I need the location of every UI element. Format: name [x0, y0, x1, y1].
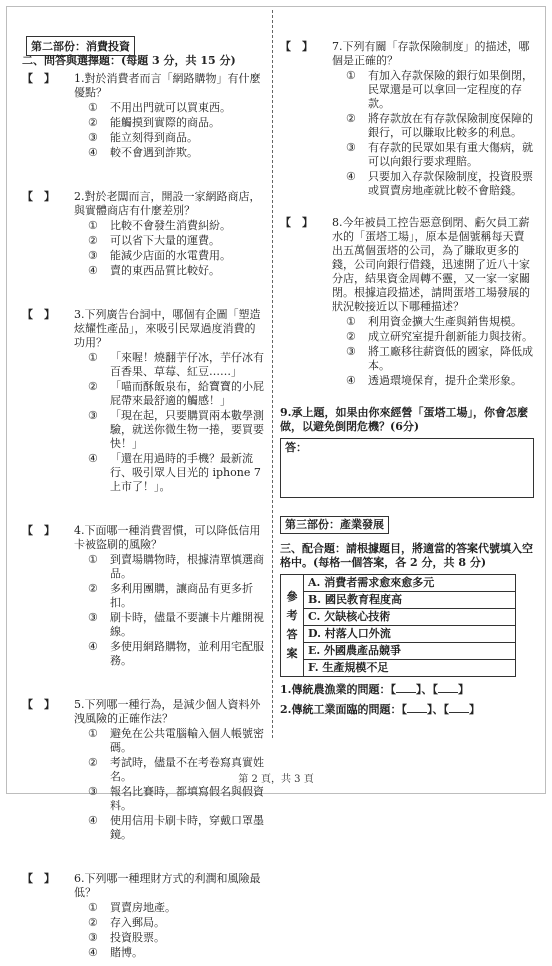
option-number: ③ — [88, 131, 98, 144]
option-item — [88, 219, 266, 233]
question-stem: 6.下列哪一種理財方式的利潤和風險最低？ — [74, 872, 261, 899]
option-number: ① — [88, 219, 98, 232]
question-stem: 8.今年被員工控告惡意倒閉、虧欠員工薪水的「蛋塔工場」，原本是個號稱每天賣出五萬個蛋塔的公司，為了賺取更多的錢，公司向銀行借錢，迅速開了近八十家分店，結果資金周轉不靈，又一家一家關閉。根據這段描述，請問蛋塔工場發展的狀況較接近以下哪種描述？ — [332, 216, 530, 313]
answer-blank[interactable] — [449, 712, 469, 713]
option-number: ④ — [346, 170, 356, 183]
question-item — [280, 216, 534, 388]
option-item — [346, 141, 534, 169]
option-text: 「現在起，只要購買兩本數學測驗，就送你微生物一捲，要買要快！」 — [110, 409, 264, 450]
question-item — [22, 72, 266, 160]
option-text: 避免在公共電腦輸入個人帳號密碼。 — [110, 727, 264, 754]
option-item — [88, 611, 266, 639]
option-number: ③ — [88, 785, 98, 798]
open-bracket: 【 — [401, 703, 407, 716]
option-number: ③ — [88, 611, 98, 624]
section2-heading: 二、問答與選擇題：(每題 3 分，共 15 分) — [22, 54, 236, 67]
option-number: ④ — [88, 146, 98, 159]
option-item — [88, 931, 266, 945]
reference-label-char: 參 — [286, 590, 298, 603]
option-text: 透過環境保育，提升企業形象。 — [368, 374, 522, 387]
option-item — [346, 112, 534, 140]
option-item — [88, 582, 266, 610]
reference-row — [281, 626, 516, 643]
option-number: ④ — [88, 814, 98, 827]
option-number: ④ — [88, 264, 98, 277]
option-number: ③ — [88, 249, 98, 262]
column-divider — [272, 10, 273, 738]
right-question-list — [280, 40, 534, 388]
option-text: 有加入存款保險的銀行如果倒閉，民眾還是可以拿回一定程度的存款。 — [368, 69, 533, 110]
option-text: 考試時，儘量不在考卷寫真實姓名。 — [110, 756, 264, 783]
option-text: 只要加入存款保險制度，投資股票或買賣房地產就比較不會賠錢。 — [368, 170, 533, 197]
reference-answer-table — [280, 574, 516, 677]
option-text: 將工廠移往薪資低的國家，降低成本。 — [368, 345, 533, 372]
option-number: ② — [346, 330, 356, 343]
answer-bracket[interactable]: 【 】 — [22, 308, 55, 321]
matching-line — [280, 683, 534, 697]
option-item — [88, 101, 266, 115]
reference-answer-cell: E. 外國農產品競爭 — [304, 643, 516, 660]
option-text: 能減少店面的水電費用。 — [110, 249, 231, 262]
option-number: ① — [88, 101, 98, 114]
right-column — [280, 40, 534, 717]
option-text: 到賣場購物時，根據清單慎選商品。 — [110, 553, 264, 580]
option-text: 賣的東西品質比較好。 — [110, 264, 220, 277]
option-number: ③ — [346, 141, 356, 154]
option-number: ② — [88, 582, 98, 595]
question-stem: 1.對於消費者而言「網路購物」有什麼優點？ — [74, 72, 261, 99]
reference-row — [281, 660, 516, 677]
option-item — [346, 330, 534, 344]
left-column — [22, 34, 266, 966]
option-text: 投資股票。 — [110, 931, 165, 944]
option-item — [88, 785, 266, 813]
answer-blank[interactable] — [438, 692, 458, 693]
option-text: 能觸摸到實際的商品。 — [110, 116, 220, 129]
open-bracket: 【 — [390, 683, 396, 696]
reference-label-char: 案 — [286, 647, 298, 660]
option-number: ② — [88, 234, 98, 247]
middle-bracket: 】、【 — [415, 683, 438, 696]
question-item — [22, 308, 266, 494]
reference-answer-cell: C. 欠缺核心技術 — [304, 609, 516, 626]
answer-bracket[interactable]: 【 】 — [22, 698, 55, 711]
answer-bracket[interactable]: 【 】 — [280, 40, 313, 53]
option-item — [88, 131, 266, 145]
reference-answer-cell: D. 村落人口外流 — [304, 626, 516, 643]
option-item — [88, 409, 266, 451]
option-item — [88, 640, 266, 668]
question-9-answer-box[interactable] — [280, 438, 534, 498]
option-item — [88, 249, 266, 263]
reference-label-char: 考 — [286, 609, 298, 622]
option-number: ③ — [88, 409, 98, 422]
option-text: 較不會遇到詐欺。 — [110, 146, 198, 159]
option-item — [88, 146, 266, 160]
option-text: 報名比賽時，都填寫假名與假資料。 — [110, 785, 264, 812]
option-item — [88, 452, 266, 494]
option-number: ② — [88, 380, 98, 393]
answer-bracket[interactable]: 【 】 — [22, 872, 55, 885]
middle-bracket: 】、【 — [426, 703, 449, 716]
option-item — [88, 264, 266, 278]
question-item — [22, 872, 266, 960]
reference-answer-cell: A. 消費者需求愈來愈多元 — [304, 575, 516, 592]
option-item — [88, 814, 266, 842]
question-item — [22, 190, 266, 278]
section3-heading: 三、配合題：請根據題目，將適當的答案代號填入空格中。(每格一個答案，各 2 分，共 8 分) — [280, 542, 533, 569]
option-number: ④ — [346, 374, 356, 387]
question-item — [22, 524, 266, 668]
option-number: ④ — [88, 640, 98, 653]
option-number: ① — [88, 901, 98, 914]
answer-bracket[interactable]: 【 】 — [22, 190, 55, 203]
option-text: 能立刻得到商品。 — [110, 131, 198, 144]
option-text: 多使用網路購物，並利用宅配服務。 — [110, 640, 264, 667]
option-item — [346, 69, 534, 111]
option-number: ① — [88, 727, 98, 740]
reference-label-cell — [281, 575, 304, 677]
section2-tag: 第二部份：消費投資 — [26, 36, 135, 56]
option-text: 利用資金擴大生產與銷售規模。 — [368, 315, 522, 328]
option-text: 有存款的民眾如果有重大傷病，就可以向銀行要求理賠。 — [368, 141, 533, 168]
option-text: 「還在用過時的手機？最新流行、吸引眾人目光的 iphone 7 上市了！」。 — [110, 452, 261, 493]
option-text: 將存款放在有存款保險制度保障的銀行，可以賺取比較多的利息。 — [368, 112, 533, 139]
option-number: ② — [346, 112, 356, 125]
option-number: ① — [88, 553, 98, 566]
option-number: ① — [88, 351, 98, 364]
reference-row — [281, 609, 516, 626]
option-number: ② — [88, 116, 98, 129]
option-text: 使用信用卡刷卡時，穿戴口罩墨鏡。 — [110, 814, 264, 841]
reference-answer-cell: B. 國民教育程度高 — [304, 592, 516, 609]
left-question-list — [22, 72, 266, 960]
option-text: 刷卡時，儘量不要讓卡片離開視線。 — [110, 611, 264, 638]
option-text: 可以省下大量的運費。 — [110, 234, 220, 247]
option-item — [88, 351, 266, 379]
option-item — [346, 374, 534, 388]
option-text: 買賣房地產。 — [110, 901, 176, 914]
answer-blank[interactable] — [407, 712, 427, 713]
section3-tag: 第三部份：產業發展 — [280, 516, 389, 534]
question-stem: 5.下列哪一種行為，是減少個人資料外洩風險的正確作法？ — [74, 698, 261, 725]
option-text: 比較不會發生消費糾紛。 — [110, 219, 231, 232]
matching-label: 2.傳統工業面臨的問題： — [280, 703, 402, 716]
option-item — [88, 916, 266, 930]
question-stem: 2.對於老闆而言，開設一家網路商店，與實體商店有什麼差別？ — [74, 190, 261, 217]
matching-answer-lines — [280, 683, 534, 717]
option-text: 賭博。 — [110, 946, 143, 959]
option-item — [346, 170, 534, 198]
close-bracket: 】 — [468, 703, 480, 716]
option-item — [88, 116, 266, 130]
answer-bracket[interactable]: 【 】 — [22, 524, 55, 537]
question-stem: 3.下列廣告台詞中，哪個有企圖「塑造炫耀性產品」，來吸引民眾過度消費的功用？ — [74, 308, 261, 349]
close-bracket: 】 — [457, 683, 469, 696]
question-item — [280, 40, 534, 198]
reference-row — [281, 592, 516, 609]
page-footer: 第 2 頁，共 3 頁 — [238, 774, 314, 785]
reference-row — [281, 643, 516, 660]
answer-label: 答： — [285, 441, 307, 454]
answer-bracket[interactable]: 【 】 — [280, 216, 313, 229]
option-number: ④ — [88, 452, 98, 465]
option-number: ① — [346, 69, 356, 82]
option-item — [88, 946, 266, 960]
matching-label: 1.傳統農漁業的問題： — [280, 683, 391, 696]
answer-blank[interactable] — [396, 692, 416, 693]
option-item — [88, 234, 266, 248]
reference-row — [281, 575, 516, 592]
option-item — [88, 727, 266, 755]
option-text: 存入郵局。 — [110, 916, 165, 929]
question-stem: 4.下面哪一種消費習慣，可以降低信用卡被盜刷的風險？ — [74, 524, 261, 551]
reference-label-char: 答 — [286, 628, 298, 641]
option-text: 不用出門就可以買東西。 — [110, 101, 231, 114]
question-9-stem: 9.承上題，如果由你來經營「蛋塔工場」，你會怎麼做，以避免倒閉危機？(6分) — [280, 406, 528, 433]
option-item — [88, 901, 266, 915]
option-text: 「來喔！燒翻芋仔冰，芋仔冰有百香果、草莓、紅豆……」 — [110, 351, 264, 378]
reference-answer-cell: F. 生產規模不足 — [304, 660, 516, 677]
option-text: 「喵而酥飯泉布，給寶寶的小屁屁帶來最舒適的觸感！」 — [110, 380, 264, 407]
answer-bracket[interactable]: 【 】 — [22, 72, 55, 85]
option-number: ④ — [88, 946, 98, 959]
option-text: 多利用團購，讓商品有更多折扣。 — [110, 582, 253, 609]
option-number: ② — [88, 756, 98, 769]
matching-line — [280, 703, 534, 717]
option-item — [346, 345, 534, 373]
question-stem: 7.下列有關「存款保險制度」的描述，哪個是正確的？ — [332, 40, 530, 67]
option-number: ③ — [346, 345, 356, 358]
option-item — [346, 315, 534, 329]
option-item — [88, 380, 266, 408]
option-text: 成立研究室提升創新能力與技術。 — [368, 330, 533, 343]
option-number: ③ — [88, 931, 98, 944]
option-number: ① — [346, 315, 356, 328]
option-item — [88, 553, 266, 581]
option-number: ② — [88, 916, 98, 929]
